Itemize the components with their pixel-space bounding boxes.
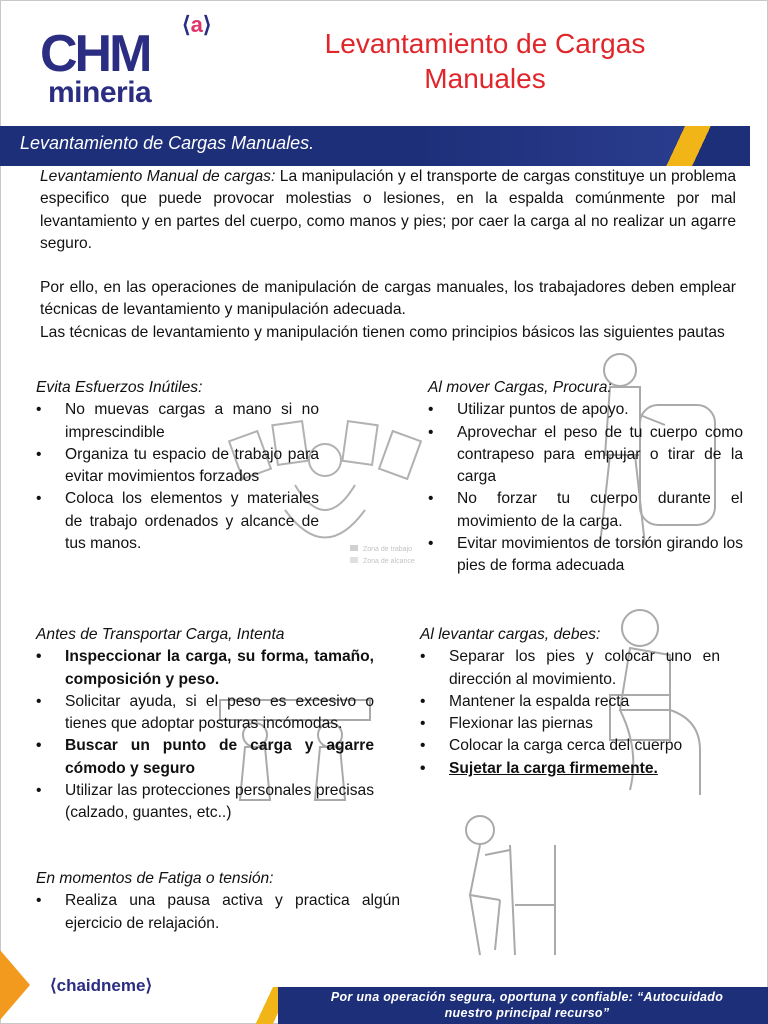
list-item: • Utilizar las protecciones personales precisas (calzado, guantes, etc..) bbox=[36, 780, 374, 825]
list-item: • Buscar un punto de carga y agarre cómodo y seguro bbox=[36, 735, 374, 780]
footer-slogan-line-2: nuestro principal recurso” bbox=[444, 1006, 610, 1020]
list-item: • No forzar tu cuerpo durante el movimiento de la carga. bbox=[428, 488, 743, 533]
intro-paragraph-3: Las técnicas de levantamiento y manipulación tienen como principios básicos las siguientes pautas bbox=[40, 323, 725, 341]
title-line-1: Levantamiento de Cargas bbox=[324, 28, 646, 59]
section-mover bbox=[428, 377, 743, 578]
logo-sub-text: mineria bbox=[48, 76, 152, 109]
intro-lead: Levantamiento Manual de cargas: bbox=[40, 168, 276, 185]
list-item: • Solicitar ayuda, si el peso es excesivo o tienes que adoptar posturas incómodas. bbox=[36, 691, 374, 736]
chm-logo bbox=[40, 12, 240, 118]
list-item: • Realiza una pausa activa y practica algún ejercicio de relajación. bbox=[36, 890, 400, 935]
brand-logo: ⟨chaidneme⟩ bbox=[50, 976, 153, 995]
section-levantar bbox=[420, 624, 720, 780]
logo-badge: ⟨a⟩ bbox=[182, 12, 212, 37]
section-evita-title: Evita Esfuerzos Inútiles: bbox=[36, 379, 203, 396]
intro-text bbox=[40, 166, 736, 344]
intro-paragraph-2: Por ello, en las operaciones de manipulación de cargas manuales, los trabajadores deben emplear técnicas de levantamiento y manipulación adecuada. bbox=[40, 279, 736, 319]
list-item: • Flexionar las piernas bbox=[420, 713, 720, 735]
list-item: • Sujetar la carga firmemente. bbox=[420, 758, 720, 780]
list-item: • Colocar la carga cerca del cuerpo bbox=[420, 735, 720, 757]
list-item: • Organiza tu espacio de trabajo para evitar movimientos forzados bbox=[36, 444, 319, 489]
banner-accent-stripe bbox=[640, 126, 750, 166]
list-item: • Aprovechar el peso de tu cuerpo como contrapeso para empujar o tirar de la carga bbox=[428, 422, 743, 489]
zone-work-label: Zona de trabajo bbox=[363, 546, 413, 553]
list-item: • Coloca los elementos y materiales de trabajo ordenados y alcance de tus manos. bbox=[36, 488, 319, 555]
section-antes bbox=[36, 624, 374, 825]
list-item: • Separar los pies y colocar uno en dirección al movimiento. bbox=[420, 646, 720, 691]
section-mover-title: Al mover Cargas, Procura: bbox=[428, 379, 612, 396]
list-item: • Inspeccionar la carga, su forma, tamaño, composición y peso. bbox=[36, 646, 374, 691]
list-item: • Utilizar puntos de apoyo. bbox=[428, 399, 743, 421]
list-item: • No muevas cargas a mano si no imprescindible bbox=[36, 399, 319, 444]
list-item: • Evitar movimientos de torsión girando los pies de forma adecuada bbox=[428, 533, 743, 578]
intro-paragraph-1 bbox=[40, 166, 736, 255]
woman-squat-chair-illustration[interactable] bbox=[440, 805, 560, 965]
section-fatiga-title: En momentos de Fatiga o tensión: bbox=[36, 870, 274, 887]
section-fatiga bbox=[36, 868, 400, 935]
banner-text: Levantamiento de Cargas Manuales. bbox=[20, 133, 315, 153]
list-item: • Mantener la espalda recta bbox=[420, 691, 720, 713]
intro-p1-body: La manipulación y el transporte de cargas constituye un problema especifico que puede provocar molestias o lesiones, en la espalda comúnmente por mal levantamiento y en partes del cuerpo, como manos y pies; por caer la carga al no realizar un agarre seguro. bbox=[40, 168, 737, 252]
section-antes-title: Antes de Transportar Carga, Intenta bbox=[36, 626, 285, 643]
page-title bbox=[290, 26, 680, 96]
section-evita bbox=[36, 377, 319, 555]
logo-main-text: CHM bbox=[40, 25, 150, 83]
zone-reach-label: Zona de alcance bbox=[363, 558, 415, 565]
title-line-2: Manuales bbox=[424, 63, 546, 94]
logo-badge-letter: a bbox=[190, 12, 203, 37]
brand-text: chaidneme bbox=[56, 976, 146, 995]
corner-accent bbox=[0, 950, 30, 1020]
footer-slogan-line-1: Por una operación segura, oportuna y confiable: “Autocuidado bbox=[330, 990, 724, 1004]
section-levantar-title: Al levantar cargas, debes: bbox=[420, 626, 601, 643]
footer-slogan bbox=[292, 989, 762, 1021]
